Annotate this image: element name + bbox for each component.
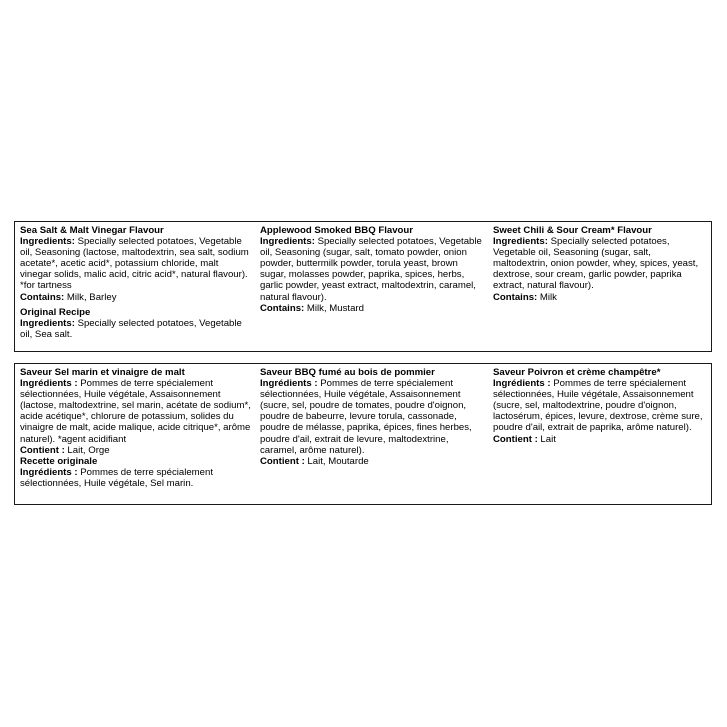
allergens-text (260, 303, 484, 314)
flavour-title: Saveur BBQ fumé au bois de pommier (260, 367, 435, 378)
allergens-list: Milk (537, 291, 557, 303)
flavour-title: Sweet Chili & Sour Cream* Flavour (493, 225, 652, 236)
allergens-list: Lait, Moutarde (304, 455, 369, 467)
allergens-text (20, 292, 251, 303)
allergens-list: Milk, Mustard (304, 302, 364, 314)
flavour-title: Applewood Smoked BBQ Flavour (260, 225, 413, 236)
ingredients-label: Ingrédients : (260, 378, 318, 390)
contains-label: Contient : (20, 444, 65, 456)
ingredients-label: Ingredients: (20, 317, 75, 329)
flavour-column-sweet-chili-sour-cream (488, 222, 711, 351)
ingredients-text (493, 236, 707, 291)
ingredients-label: Ingredients: (260, 236, 315, 248)
recipe-title: Recette originale (20, 455, 98, 467)
ingredients-panel-french (14, 363, 712, 505)
allergens-list: Milk, Barley (64, 291, 117, 303)
contains-label: Contient : (260, 455, 305, 467)
ingredients-list: Pommes de terre spécialement sélectionnées, Huile végétale, Sel marin. (20, 466, 214, 489)
allergens-text (20, 445, 251, 456)
ingredients-list: Pommes de terre spécialement sélectionnées, Huile végétale, Assaisonnement (sucre, sel, maltodextrine, poudre d'oignon, lactosérum, épices, levure, dextrose, crème sure, poudre d'ail, extrait de paprika, arôme naturel). (493, 378, 703, 434)
contains-label: Contains: (493, 291, 538, 303)
ingredients-list: Pommes de terre spécialement sélectionnées, Huile végétale, Assaisonnement (lactose, maltodextrine, sel marin, acétate de sodium*, acide acétique*, chlorure de potassium, solides du vinaigre de malt, acide malique, acide citrique*, arôme naturel). *agent acidifiant (20, 378, 251, 445)
ingredients-text (260, 236, 484, 303)
allergens-text (493, 292, 707, 303)
allergens-text (493, 434, 707, 445)
flavour-title: Saveur Sel marin et vinaigre de malt (20, 367, 185, 378)
allergens-list: Lait, Orge (64, 444, 110, 456)
flavour-column-bbq-fume (255, 364, 488, 504)
flavour-title: Saveur Poivron et crème champêtre* (493, 367, 661, 378)
ingredients-label: Ingredients: (493, 236, 548, 248)
ingredients-text (20, 378, 251, 445)
contains-label: Contient : (493, 433, 538, 445)
ingredients-list: Specially selected potatoes, Vegetable oil, Seasoning (sugar, salt, maltodextrin, onion powder, whey, spices, yeast, dextrose, sour cream, garlic powder, paprika extract, natural flavour). (493, 236, 699, 292)
ingredients-text (260, 378, 484, 456)
contains-label: Contains: (260, 302, 305, 314)
ingredients-panel-english (14, 221, 712, 352)
recipe-title: Original Recipe (20, 306, 91, 318)
ingredients-label: Ingrédients : (20, 378, 78, 390)
ingredients-label: Ingrédients : (493, 378, 551, 390)
flavour-title: Sea Salt & Malt Vinegar Flavour (20, 225, 164, 236)
flavour-column-applewood-bbq (255, 222, 488, 351)
ingredients-list: Specially selected potatoes, Vegetable oil, Seasoning (lactose, maltodextrin, sea salt, sodium acetate*, acetic acid*, potassium chloride, malt vinegar solids, malic acid, citric acid*, natural flavour). *for tartness (20, 236, 249, 292)
ingredients-text (20, 236, 251, 291)
allergens-text (260, 456, 484, 467)
ingredients-label: Ingredients: (20, 236, 75, 248)
recipe-ingredients-text (20, 318, 251, 340)
ingredients-text (493, 378, 707, 433)
recipe-ingredients-text (20, 467, 251, 489)
ingredients-label: Ingrédients : (20, 466, 78, 478)
flavour-column-sel-marin-vinaigre (15, 364, 255, 504)
contains-label: Contains: (20, 291, 65, 303)
ingredients-list: Specially selected potatoes, Vegetable oil, Sea salt. (20, 317, 242, 340)
allergens-list: Lait (537, 433, 556, 445)
ingredients-list: Specially selected potatoes, Vegetable oil, Seasoning (sugar, salt, tomato powder, onion powder, buttermilk powder, torula yeast, brown sugar, molasses powder, paprika, spices, herbs, garlic powder, yeast extract, maltodextrin, caramel, natural flavour). (260, 236, 482, 303)
ingredients-list: Pommes de terre spécialement sélectionnées, Huile végétale, Assaisonnement (sucre, sel, poudre de tomates, poudre d'oignon, poudre de babeurre, levure torula, cassonade, poudre de mélasse, paprika, épices, fines herbes, poudre d'ail, extrait de levure, maltodextrine, caramel, arôme naturel). (260, 378, 472, 456)
flavour-column-poivron-creme (488, 364, 711, 504)
flavour-column-sea-salt-malt-vinegar (15, 222, 255, 351)
